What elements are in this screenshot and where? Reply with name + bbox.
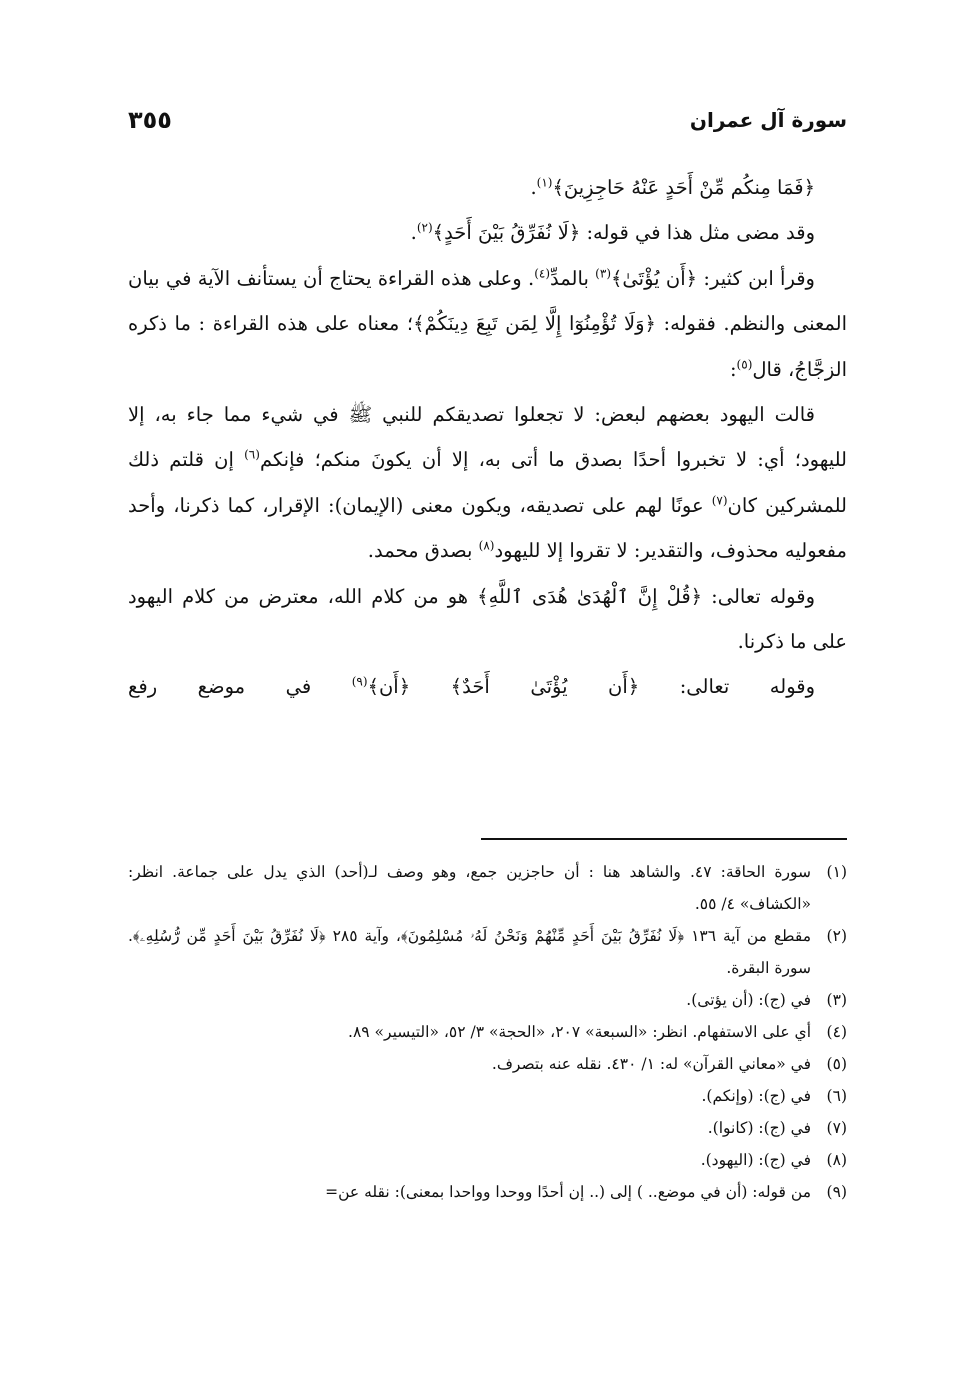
footnote-item [128, 1176, 847, 1208]
footnote-ref: (٢) [416, 220, 433, 235]
quran-verse: ﴿فَمَا مِنكُم مِّنْ أَحَدٍ عَنْهُ حَاجِزِينَ﴾ [552, 176, 815, 199]
footnote-text: في (ج): (وإنكم). [701, 1087, 811, 1105]
footnote-number: (٣) [826, 991, 847, 1009]
footnote-text: من قوله: (أن في موضع.. ) إلى (.. إن أحدًا ووحدا وواحدا بمعنى): نقله عن= [325, 1183, 811, 1201]
paragraph-3 [128, 256, 847, 392]
text-run: . [530, 176, 537, 199]
footnote-text: أي على الاستفهام. انظر: «السبعة» ٢٠٧، «الحجة» ٣/ ٥٢، «التيسير» ٨٩. [348, 1023, 811, 1041]
footnote-text: في (ج): (كانوا). [707, 1119, 811, 1137]
footnotes [128, 856, 847, 1208]
text-run: . وعلى هذه القراءة يحتاج أن يستأنف الآية في بيان المعنى والنظم. فقوله: ﴿وَلَا تُؤْمِنُوٓا إِلَّا لِمَن تَبِعَ دِينَكُمْ﴾؛ معناه على هذه القراءة : ما ذكره الزجَّاجُ، قال [128, 266, 847, 381]
text-run: وقوله تعالى: ﴿أَن يُؤْتَىٰ أَحَدٌ﴾ ﴿أَن﴾ [367, 675, 816, 699]
paragraph-5 [128, 574, 847, 665]
text-run: إن قلتم ذلك للمشركين كان [128, 448, 847, 517]
main-text [128, 165, 847, 710]
page-header [128, 100, 847, 140]
footnote-divider [481, 838, 847, 840]
footnote-item [128, 1112, 847, 1144]
text-run: وقوله تعالى: ﴿قُلْ إِنَّ ٱلْهُدَىٰ هُدَى ٱللَّهِ﴾ هو من كلام الله، معترض من كلام اليهود على ما ذكرنا. [128, 584, 847, 654]
text-run: وقرأ ابن كثير: ﴿أَن يُؤْتَىٰ﴾ [611, 266, 815, 290]
text-run: بالمدِّ [550, 266, 596, 290]
footnote-item [128, 1016, 847, 1048]
text-run: : [729, 357, 737, 381]
footnote-ref: (٩) [351, 674, 368, 689]
text-run: قالت اليهود بعضهم لبعض: لا تجعلوا تصديقكم للنبي ﷺ في شيء مما جاء به، إلا لليهود؛ أي: لا تخبروا أحدًا بصدق ما أتى به، إلا أن يكونَ منكم؛ فإنكم [128, 403, 847, 472]
footnote-item [128, 984, 847, 1016]
footnote-ref: (٣) [595, 266, 611, 281]
paragraph-4 [128, 392, 847, 574]
text-run: في موضع رفع [128, 675, 352, 699]
footnote-ref: (٥) [736, 357, 753, 372]
paragraph-2 [128, 210, 847, 255]
footnote-text: في (ج): (أن يؤتى). [686, 991, 811, 1009]
text-run: بصدق محمد. [367, 539, 479, 563]
footnote-ref: (٨) [478, 538, 495, 553]
text-run: عونًا لهم على تصديقه، ويكون معنى (الإيمان): الإقرار، كما ذكرنا، وأحد مفعوليه محذوف، والتقدير: لا تقروا إلا لليهود [128, 493, 847, 563]
footnote-item [128, 856, 847, 920]
footnote-text: سورة الحاقة: ٤٧. والشاهد هنا : أن حاجزين جمع، وهو وصف لـ(أحد) الذي يدل على جماعة. انظر: «الكشاف» ٤/ ٥٥. [128, 863, 811, 913]
sura-title: سورة آل عمران [689, 108, 847, 132]
footnote-number: (٢) [826, 927, 847, 945]
footnote-text: في (ج): (اليهود). [700, 1151, 811, 1169]
text-run: . [410, 221, 417, 245]
footnote-text: في «معاني القرآن» له: ١/ ٤٣٠. نقله عنه بتصرف. [491, 1055, 811, 1073]
footnote-ref: (٦) [244, 447, 260, 462]
footnote-ref: (٤) [534, 266, 551, 281]
footnote-ref: (١) [536, 175, 553, 190]
page-number: ٣٥٥ [128, 106, 172, 134]
text-run: وقد مضى مثل هذا في قوله: ﴿لَا نُفَرِّقُ بَيْنَ أَحَدٍ﴾ [432, 221, 815, 245]
footnote-item [128, 1144, 847, 1176]
footnote-number: (٩) [826, 1183, 847, 1201]
paragraph-1 [128, 165, 847, 210]
footnote-number: (١) [826, 863, 847, 881]
footnote-number: (٨) [826, 1151, 847, 1169]
footnote-number: (٥) [826, 1055, 847, 1073]
footnote-number: (٧) [826, 1119, 847, 1137]
footnote-number: (٤) [826, 1023, 847, 1041]
paragraph-6 [128, 664, 847, 709]
footnote-number: (٦) [826, 1087, 847, 1105]
footnote-ref: (٧) [711, 493, 728, 508]
footnote-item [128, 1080, 847, 1112]
footnote-text: مقطع من آية ١٣٦ ﴿لَا نُفَرِّقُ بَيْنَ أَحَدٍ مِّنْهُمْ وَنَحْنُ لَهُۥ مُسْلِمُونَ﴾، وآية ٢٨٥ ﴿لَا نُفَرِّقُ بَيْنَ أَحَدٍ مِّن رُّسُلِهِۦ﴾. سورة البقرة. [128, 927, 812, 977]
footnote-item [128, 920, 847, 984]
footnote-item [128, 1048, 847, 1080]
